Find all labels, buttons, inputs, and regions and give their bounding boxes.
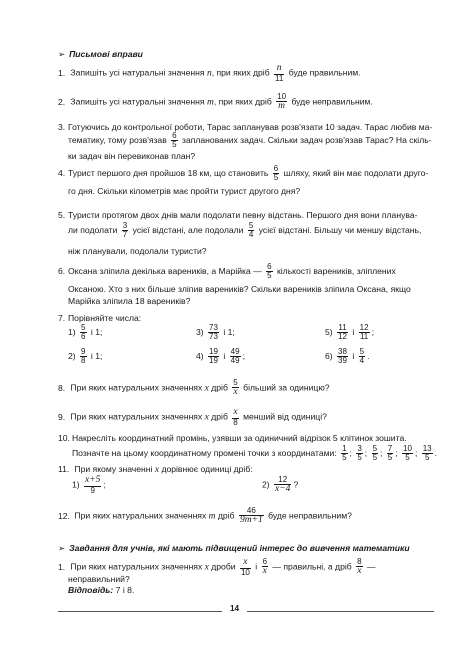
exercise-3: 3. Готуючись до контрольної роботи, Тарас запланував розв'язати 10 задач. Тарас любив ма- [58, 122, 433, 132]
section-heading-written-exercises: ➢ Письмові вправи [58, 49, 143, 59]
exercise-4-line-2: го дня. Скільки кілометрів має пройти турист другого дня? [68, 186, 301, 196]
exercise-6-line-2: Оксаною. Хто з них більше зліпив вареників? Скільки вареників зліпила Оксана, якщо [68, 284, 411, 294]
exercise-7: 7. Порівняйте числа: [58, 313, 142, 323]
exercise-11: 11. При якому значенні x дорівнює одиниці дріб: [58, 464, 253, 475]
fraction: $\frac{n}{11}$ [275, 63, 284, 83]
compare-item-5: 5) $\frac{11}{12}$ і $\frac{12}{11}$ ; [325, 323, 374, 341]
arrow-marker-icon: ➢ [58, 543, 66, 553]
exercise-8: 8. При яких натуральних значеннях x дріб $\frac{5}{x}$ більший за одиницю? [58, 378, 330, 397]
exercise-9: 9. При яких натуральних значеннях x дріб $\frac{x}{8}$ менший від одиниці? [58, 407, 327, 427]
compare-item-3: 3) $\frac{73}{73}$ і 1; [196, 323, 235, 341]
advanced-exercise-1-line-2: неправильний? [68, 574, 130, 584]
compare-item-6: 6) $\frac{38}{39}$ і $\frac{5}{4}$ . [325, 347, 370, 365]
exercise-1: 1. Запишіть усі натуральні значення n, при яких дріб $\frac{n}{11}$ буде правильним. [58, 63, 361, 83]
section-heading-advanced: ➢ Завдання для учнів, які мають підвищений інтерес до вивчення математики [58, 543, 410, 553]
arrow-marker-icon: ➢ [58, 49, 66, 59]
exercise-6: 6. Оксана зліпила декілька вареників, а Марійка — $\frac{6}{5}$ кількості вареників, зліплених [58, 262, 396, 280]
exercise-2: 2. Запишіть усі натуральні значення m, при яких дріб $\frac{10}{m}$ буде неправильним. [58, 92, 373, 111]
advanced-exercise-1: 1. При яких натуральних значеннях x дроби $\frac{x}{10}$ і $\frac{6}{x}$ — правильні, а дріб $\frac{8}{x}$ — [58, 557, 376, 577]
fraction: $\frac{10}{m}$ [277, 92, 287, 111]
exercise-10: 10. Накресліть координатний промінь, узявши за одиничний відрізок 5 клітинок зошита. [58, 433, 407, 443]
exercise-3-line-3: ки задач він перевиконав план? [68, 151, 196, 161]
compare-item-2: 2) $\frac{9}{8}$ і 1; [68, 347, 103, 365]
exercise-6-line-3: Марійка зліпила 18 вареників? [68, 296, 191, 306]
exercise-4: 4. Турист першого дня пройшов 18 км, що становить $\frac{6}{5}$ шляху, який він має подолати друго- [58, 164, 429, 182]
compare-item-1: 1) $\frac{5}{6}$ і 1; [68, 323, 103, 341]
exercise-12: 12. При яких натуральних значеннях m дріб $\frac{46}{9m+1}$ буде неправильним? [58, 506, 352, 525]
exercise-5: 5. Туристи протягом двох днів мали подолати певну відстань. Першого дня вони планува- [58, 210, 418, 220]
answer: Відповідь: 7 і 8. [68, 585, 135, 595]
exercise-5-line-3: ніж планували, подолали туристи? [68, 246, 207, 256]
exercise-11-item-2: 2) $\frac{12}{x-4}$ ? [262, 475, 299, 494]
exercise-11-item-1: 1) $\frac{x+5}{9}$ ; [72, 475, 106, 495]
exercise-5-line-2: ли подолати $\frac{3}{7}$ усієї відстані, але подолали $\frac{5}{4}$ усієї відстані. Більшу чи меншу відстань, [68, 221, 422, 239]
exercise-10-line-2: Позначте на цьому координатному промені точки з координатами: $\frac{1}{5}$ ; $\frac{3}{5}$ ; $\frac{5}{5}$ ; $\frac{7}{5}$ ; $\frac{10}{5}$ ; $\frac{13}{5}$ . [72, 444, 438, 462]
compare-item-4: 4) $\frac{19}{19}$ і $\frac{49}{49}$ ; [196, 347, 245, 365]
exercise-3-line-2: тематику, тому розв'язав $\frac{6}{5}$ запланованих задач. Скільки задач розв'язав Тарас? На скіль- [68, 131, 432, 149]
page-number: 14 [0, 604, 469, 613]
